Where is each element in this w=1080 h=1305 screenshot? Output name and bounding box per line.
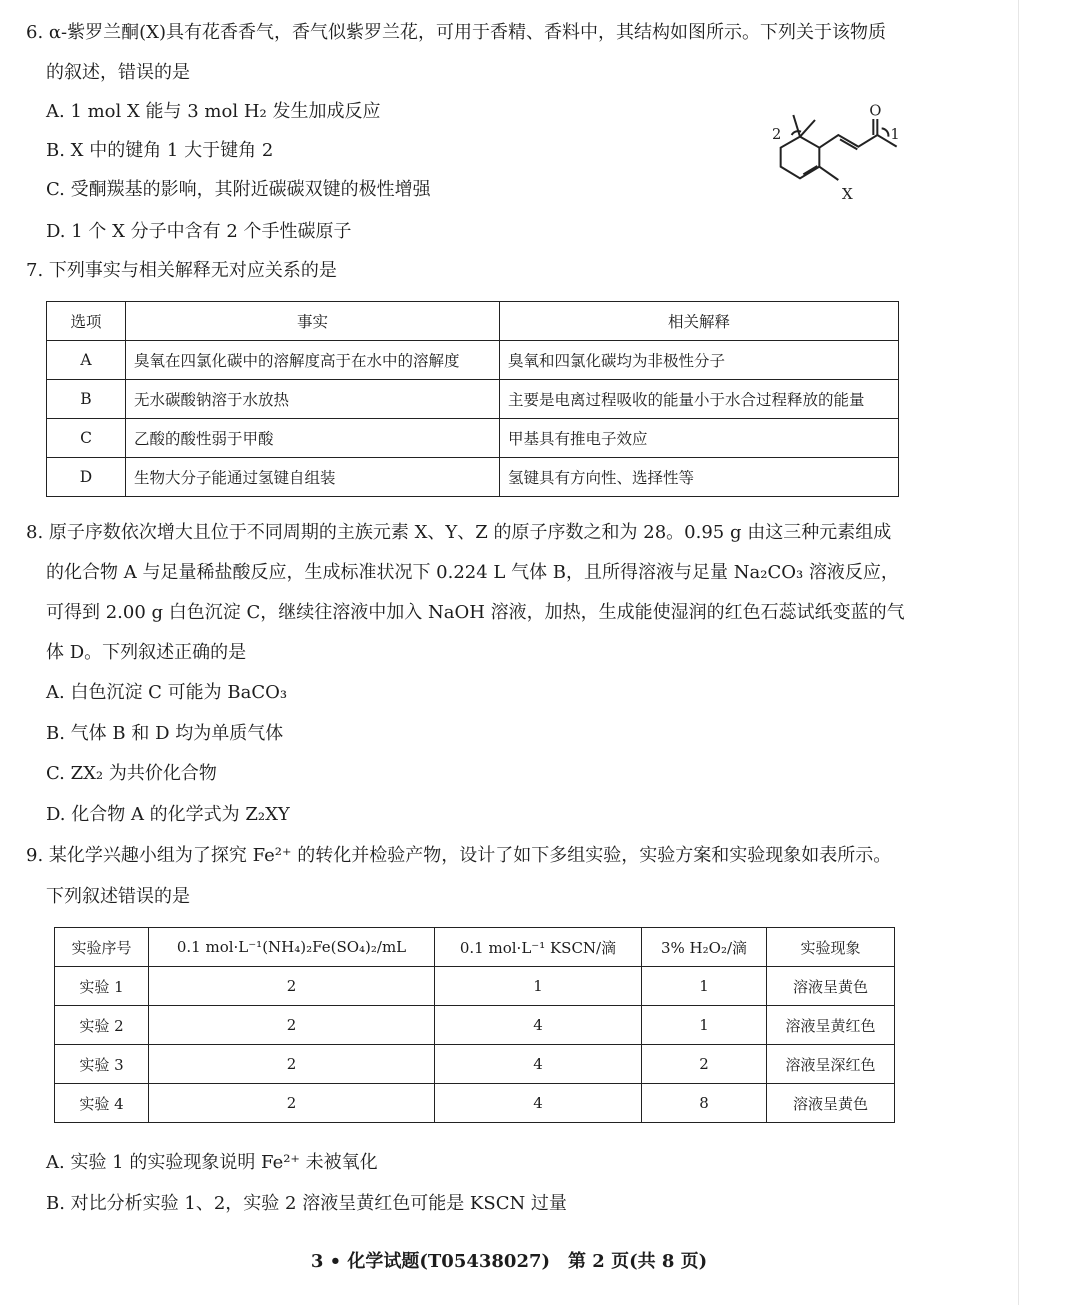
header-cell: 实验现象 — [767, 928, 895, 967]
cell: 2 — [642, 1045, 767, 1084]
table-row — [47, 458, 899, 497]
cell: 溶液呈深红色 — [767, 1045, 895, 1084]
q9-option-b: B. 对比分析实验 1、2，实验 2 溶液呈黄红色可能是 KSCN 过量 — [46, 1193, 567, 1214]
alpha-ionone-structure — [760, 95, 920, 210]
header-cell: 事实 — [126, 302, 500, 341]
q9-stem: 9. 某化学兴趣小组为了探究 Fe²⁺ 的转化并检验产物，设计了如下多组实验，实验方案和实验现象如表所示。 — [26, 845, 892, 866]
q6-option-d: D. 1 个 X 分子中含有 2 个手性碳原子 — [46, 221, 352, 242]
q8-stem-cont: 可得到 2.00 g 白色沉淀 C，继续往溶液中加入 NaOH 溶液，加热，生成能使湿润的红色石蕊试纸变蓝的气 — [46, 602, 905, 623]
cell: 甲基具有推电子效应 — [500, 419, 899, 458]
cell: D — [47, 458, 126, 497]
cell: 臭氧在四氯化碳中的溶解度高于在水中的溶解度 — [126, 341, 500, 380]
q8-option-c: C. ZX₂ 为共价化合物 — [46, 763, 217, 784]
q8-stem-cont: 体 D。下列叙述正确的是 — [46, 642, 247, 663]
q8-option-a: A. 白色沉淀 C 可能为 BaCO₃ — [46, 682, 288, 703]
q9-option-a: A. 实验 1 的实验现象说明 Fe²⁺ 未被氧化 — [46, 1152, 378, 1173]
table-row — [55, 1084, 895, 1123]
q9-table — [54, 927, 895, 1123]
table-header-row — [55, 928, 895, 967]
cell: 4 — [435, 1045, 642, 1084]
cell: B — [47, 380, 126, 419]
q8-option-b: B. 气体 B 和 D 均为单质气体 — [46, 723, 284, 744]
q6-option-a: A. 1 mol X 能与 3 mol H₂ 发生加成反应 — [46, 101, 381, 122]
cell: 1 — [642, 967, 767, 1006]
cell: 溶液呈黄红色 — [767, 1006, 895, 1045]
cell: 2 — [149, 1006, 435, 1045]
cell: 溶液呈黄色 — [767, 1084, 895, 1123]
cell: 1 — [435, 967, 642, 1006]
oxygen-label: O — [869, 102, 882, 120]
cell: 生物大分子能通过氢键自组装 — [126, 458, 500, 497]
cell: 4 — [435, 1006, 642, 1045]
q6-stem: 6. α-紫罗兰酮(X)具有花香香气，香气似紫罗兰花，可用于香精、香料中，其结构如图所示。下列关于该物质 — [26, 22, 886, 43]
q6-option-c: C. 受酮羰基的影响，其附近碳碳双键的极性增强 — [46, 179, 431, 200]
cell: 臭氧和四氯化碳均为非极性分子 — [500, 341, 899, 380]
table-row — [55, 967, 895, 1006]
cell: 2 — [149, 967, 435, 1006]
table-row — [47, 380, 899, 419]
table-row — [47, 341, 899, 380]
cell: 无水碳酸钠溶于水放热 — [126, 380, 500, 419]
angle-2-label: 2 — [772, 126, 782, 143]
q7-table — [46, 301, 899, 497]
header-cell: 选项 — [47, 302, 126, 341]
header-cell: 0.1 mol·L⁻¹(NH₄)₂Fe(SO₄)₂/mL — [149, 928, 435, 967]
cell: 8 — [642, 1084, 767, 1123]
compound-x-label: X — [841, 185, 853, 203]
cell: 实验 1 — [55, 967, 149, 1006]
q6-option-b: B. X 中的键角 1 大于键角 2 — [46, 140, 274, 161]
cell: 主要是电离过程吸收的能量小于水合过程释放的能量 — [500, 380, 899, 419]
header-cell: 0.1 mol·L⁻¹ KSCN/滴 — [435, 928, 642, 967]
header-cell: 3% H₂O₂/滴 — [642, 928, 767, 967]
q8-option-d: D. 化合物 A 的化学式为 Z₂XY — [46, 804, 290, 825]
cell: 实验 4 — [55, 1084, 149, 1123]
cell: 氢键具有方向性、选择性等 — [500, 458, 899, 497]
cell: C — [47, 419, 126, 458]
q6-stem-cont: 的叙述，错误的是 — [46, 62, 190, 83]
table-header-row — [47, 302, 899, 341]
cell: 溶液呈黄色 — [767, 967, 895, 1006]
cell: 2 — [149, 1084, 435, 1123]
cell: 4 — [435, 1084, 642, 1123]
q9-stem-cont: 下列叙述错误的是 — [46, 886, 190, 907]
q8-stem-cont: 的化合物 A 与足量稀盐酸反应，生成标准状况下 0.224 L 气体 B，且所得溶液与足量 Na₂CO₃ 溶液反应， — [46, 562, 899, 583]
q8-stem: 8. 原子序数依次增大且位于不同周期的主族元素 X、Y、Z 的原子序数之和为 28。0.95 g 由这三种元素组成 — [26, 522, 892, 543]
cell: 乙酸的酸性弱于甲酸 — [126, 419, 500, 458]
cell: 2 — [149, 1045, 435, 1084]
header-cell: 实验序号 — [55, 928, 149, 967]
table-row — [55, 1045, 895, 1084]
header-cell: 相关解释 — [500, 302, 899, 341]
cell: 1 — [642, 1006, 767, 1045]
page-footer: 3 • 化学试题(T05438027) 第 2 页(共 8 页) — [310, 1251, 708, 1272]
q7-stem: 7. 下列事实与相关解释无对应关系的是 — [26, 260, 337, 281]
page-edge — [1018, 0, 1019, 1305]
cell: 实验 3 — [55, 1045, 149, 1084]
table-row — [47, 419, 899, 458]
cell: 实验 2 — [55, 1006, 149, 1045]
table-row — [55, 1006, 895, 1045]
angle-1-label: 1 — [890, 126, 900, 143]
cell: A — [47, 341, 126, 380]
